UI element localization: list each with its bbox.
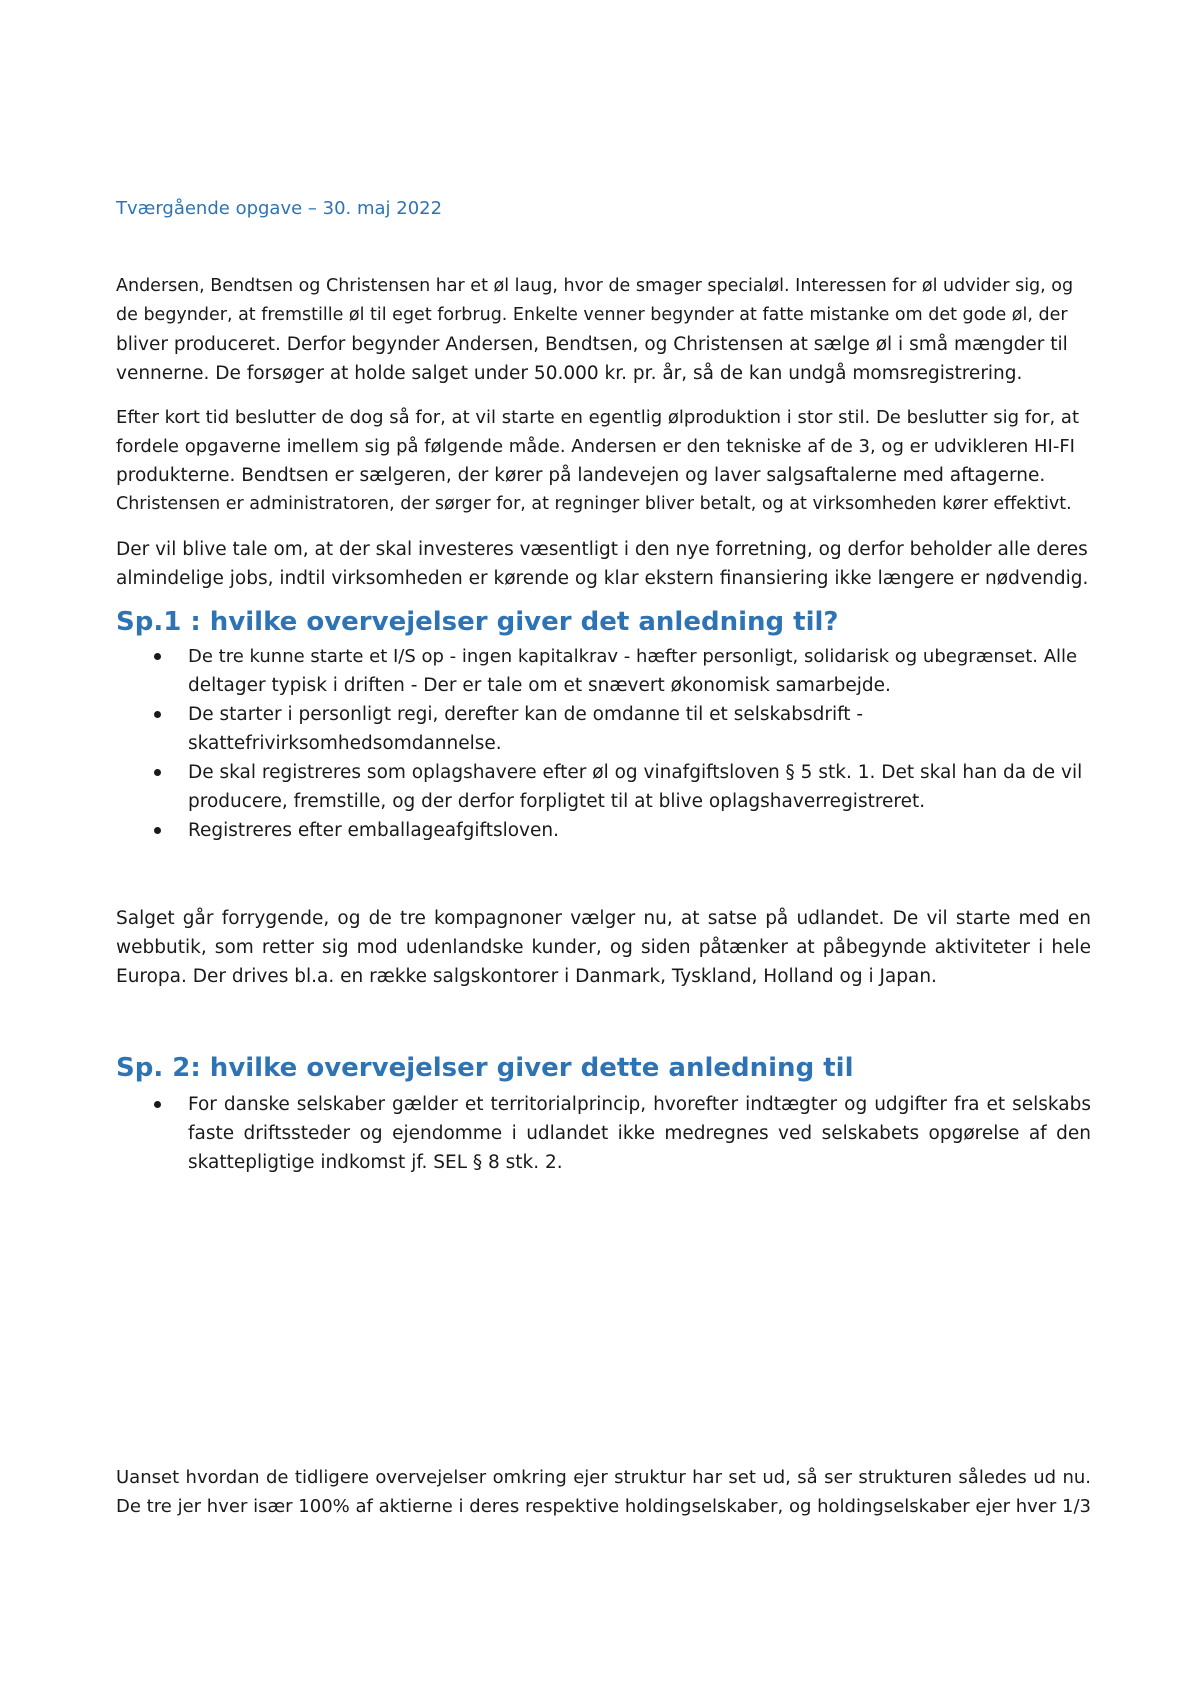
text-line: De tre kunne starte et I/S op - ingen kapitalkrav - hæfter personligt, solidarisk og ubegrænset. Alle [188, 646, 1078, 667]
text-line: Salget går forrygende, og de tre kompagnoner vælger nu, at satse på udlandet. De vil starte med en [116, 908, 1091, 929]
question-2-answer-list [116, 1090, 1091, 1177]
text-line: De starter i personligt regi, derefter kan de omdanne til et selskabsdrift - [188, 704, 864, 725]
intro-paragraph [116, 272, 1091, 388]
text-line: fordele opgaverne imellem sig på følgende måde. Andersen er den tekniske af de 3, og er udvikleren HI-FI [116, 436, 1075, 457]
text-line: De skal registreres som oplagshavere efter øl og vinafgiftsloven § 5 stk. 1. Det skal han da de vil [188, 762, 1083, 783]
text-line: almindelige jobs, indtil virksomheden er kørende og klar ekstern finansiering ikke længere er nødvendig. [116, 568, 1089, 589]
list-item [116, 758, 1091, 816]
question-1-heading: Sp.1 : hvilke overvejelser giver det anledning til? [116, 607, 839, 637]
text-line: Uanset hvordan de tidligere overvejelser omkring ejer struktur har set ud, så ser strukturen således ud nu. [116, 1467, 1091, 1488]
document-title: Tværgående opgave – 30. maj 2022 [116, 198, 443, 219]
bullet-icon [154, 769, 161, 776]
list-item [116, 1090, 1091, 1177]
investment-paragraph [116, 535, 1091, 593]
text-line: skattefrivirksomhedsomdannelse. [188, 733, 502, 754]
ownership-paragraph [116, 1463, 1091, 1521]
text-line: faste driftssteder og ejendomme i udlandet ikke medregnes ved selskabets opgørelse af den [188, 1123, 1091, 1144]
text-line: bliver produceret. Derfor begynder Andersen, Bendtsen, og Christensen at sælge øl i små mængder til [116, 334, 1068, 355]
list-item [116, 642, 1091, 700]
text-line: produkterne. Bendtsen er sælgeren, der kører på landevejen og laver salgsaftalerne med aftagerne. [116, 465, 1046, 486]
text-line: Der vil blive tale om, at der skal investeres væsentligt i den nye forretning, og derfor beholder alle deres [116, 539, 1088, 560]
bullet-icon [154, 711, 161, 718]
organization-paragraph [116, 403, 1091, 519]
text-line: Christensen er administratoren, der sørger for, at regninger bliver betalt, og at virksomheden kører effektivt. [116, 494, 1072, 514]
text-line: Registreres efter emballageafgiftsloven. [188, 820, 559, 841]
text-line: skattepligtige indkomst jf. SEL § 8 stk. 2. [188, 1152, 563, 1173]
question-1-answer-list [116, 642, 1091, 845]
text-line: Europa. Der drives bl.a. en række salgskontorer i Danmark, Tyskland, Holland og i Japan. [116, 966, 937, 987]
text-line: de begynder, at fremstille øl til eget forbrug. Enkelte venner begynder at fatte mistanke om det gode øl, der [116, 305, 1068, 325]
text-line: Efter kort tid beslutter de dog så for, at vil starte en egentlig ølproduktion i stor stil. De beslutter sig for, at [116, 407, 1080, 428]
bullet-icon [154, 653, 161, 660]
bullet-icon [154, 827, 161, 834]
text-line: De tre jer hver især 100% af aktierne i deres respektive holdingselskaber, og holdingselskaber ejer hver 1/3 [116, 1496, 1091, 1517]
text-line: webbutik, som retter sig mod udenlandske kunder, og siden påtænker at påbegynde aktiviteter i hele [116, 937, 1091, 958]
bullet-icon [154, 1101, 161, 1108]
text-line: vennerne. De forsøger at holde salget under 50.000 kr. pr. år, så de kan undgå momsregistrering. [116, 363, 1023, 384]
text-line: For danske selskaber gælder et territorialprincip, hvorefter indtægter og udgifter fra et selskabs [188, 1094, 1091, 1115]
list-item [116, 700, 1091, 758]
question-2-heading: Sp. 2: hvilke overvejelser giver dette anledning til [116, 1053, 854, 1083]
expansion-paragraph [116, 904, 1091, 991]
list-item [116, 816, 1091, 845]
text-line: deltager typisk i driften - Der er tale om et snævert økonomisk samarbejde. [188, 675, 891, 696]
text-line: Andersen, Bendtsen og Christensen har et øl laug, hvor de smager specialøl. Interessen for øl udvider sig, og [116, 276, 1074, 296]
text-line: producere, fremstille, og der derfor forpligtet til at blive oplagshaverregistreret. [188, 791, 926, 812]
